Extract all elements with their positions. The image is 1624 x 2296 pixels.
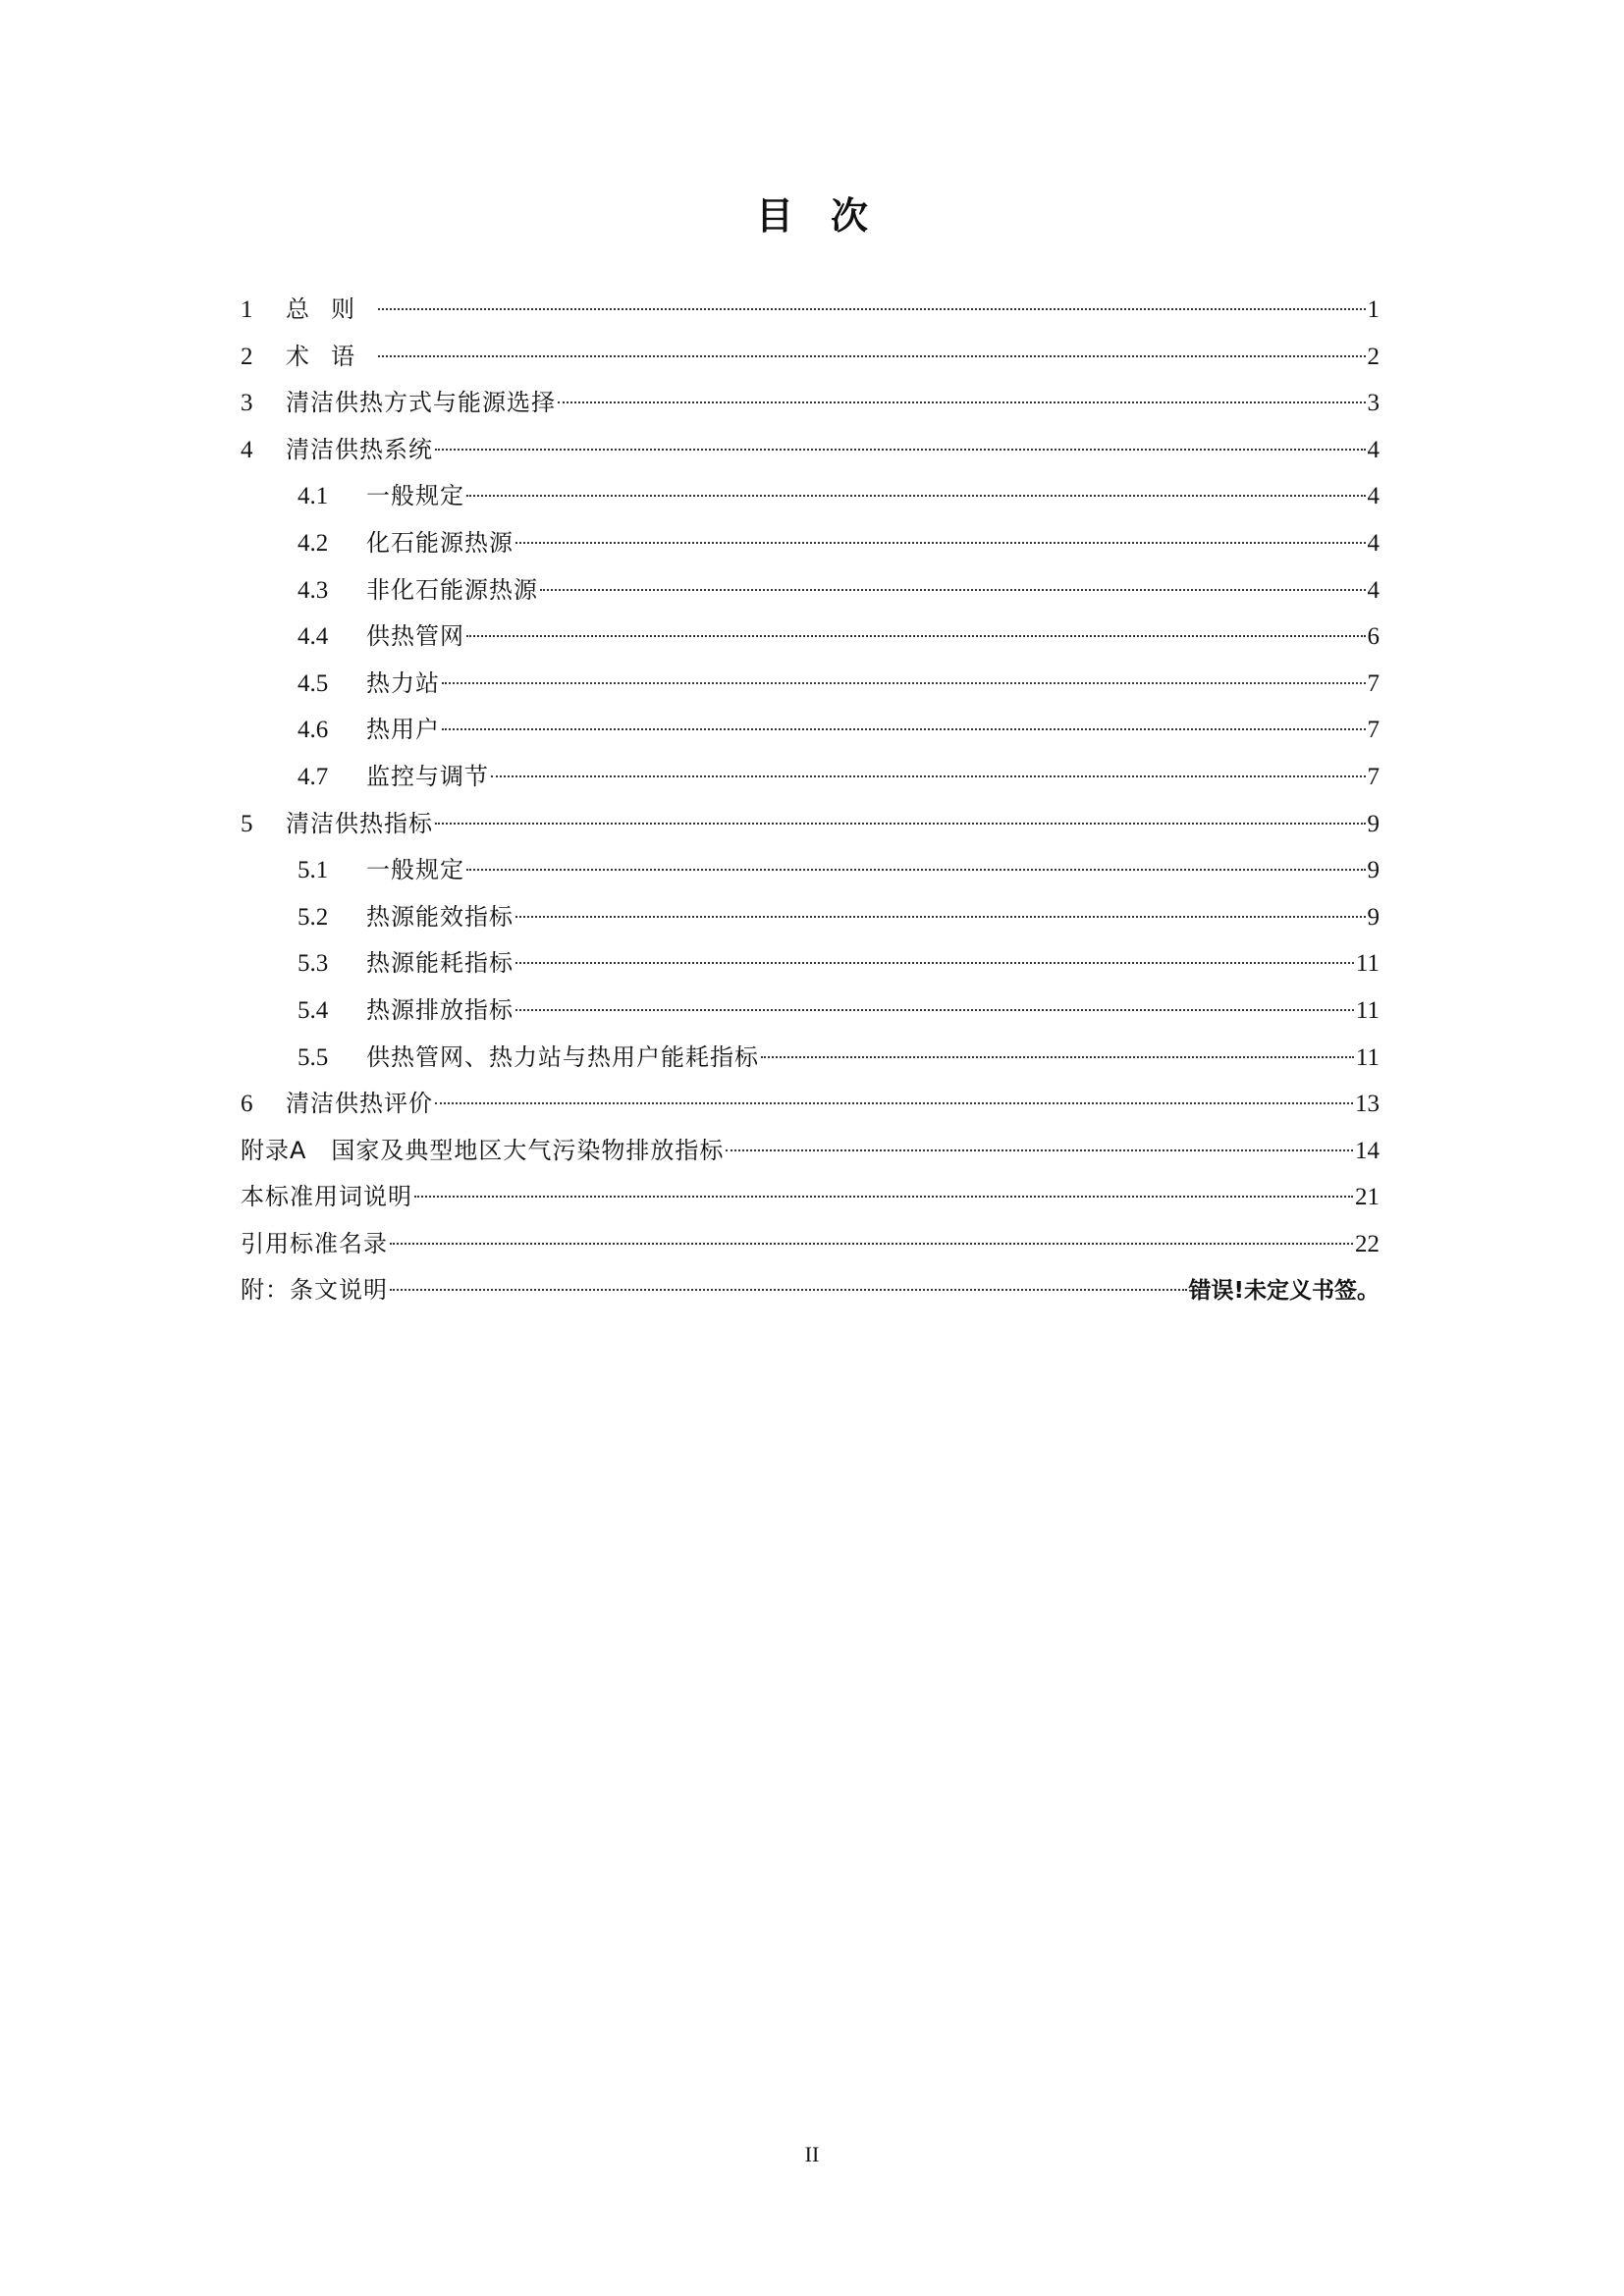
toc-entry-page: 7 bbox=[1367, 717, 1380, 744]
toc-entry-4-3[interactable] bbox=[241, 567, 1380, 614]
toc-entry-page: 13 bbox=[1355, 1091, 1380, 1118]
dot-leader bbox=[390, 1243, 1353, 1245]
toc-entry-4-4[interactable] bbox=[241, 614, 1380, 661]
toc-entry-number: 5.3 bbox=[298, 950, 329, 978]
dot-leader bbox=[466, 635, 1366, 637]
dot-leader bbox=[435, 449, 1366, 451]
toc-entry-number: 2 bbox=[241, 343, 253, 370]
toc-entry-number: 1 bbox=[241, 296, 253, 323]
toc-entry-4[interactable] bbox=[241, 427, 1380, 474]
toc-entry-5[interactable] bbox=[241, 801, 1380, 848]
toc-entry-5-4[interactable] bbox=[241, 988, 1380, 1035]
dot-leader bbox=[378, 355, 1366, 357]
toc-entry-page: 14 bbox=[1355, 1137, 1380, 1164]
toc-entry-label: 热源能效指标 bbox=[366, 902, 514, 931]
toc-entry-label: 热力站 bbox=[366, 668, 440, 697]
page-title: 目次 bbox=[755, 194, 905, 238]
toc-entry-number: 4.2 bbox=[298, 529, 329, 557]
toc-entry-number: 5.5 bbox=[298, 1043, 329, 1071]
toc-entry-number: 5.2 bbox=[298, 903, 329, 931]
toc-entry-6[interactable] bbox=[241, 1081, 1380, 1128]
toc-entry-1[interactable] bbox=[241, 287, 1380, 334]
toc-entry-label: 热用户 bbox=[366, 716, 440, 744]
dot-leader bbox=[491, 775, 1366, 777]
toc-entry-label: 一般规定 bbox=[366, 482, 464, 510]
dot-leader bbox=[761, 1056, 1354, 1058]
toc-entry-5-5[interactable] bbox=[241, 1035, 1380, 1082]
toc-entry-page: 11 bbox=[1355, 1043, 1380, 1071]
toc-entry-label: 总则 bbox=[286, 295, 376, 323]
dot-leader bbox=[466, 495, 1366, 497]
toc-entry-number: 4.6 bbox=[298, 717, 329, 744]
toc-entry-page: 2 bbox=[1367, 343, 1380, 370]
dot-leader bbox=[442, 682, 1366, 684]
toc-entry-number: 5.4 bbox=[298, 996, 329, 1024]
page-number: II bbox=[804, 2142, 820, 2166]
dot-leader bbox=[466, 869, 1366, 871]
toc-entry-label: 一般规定 bbox=[366, 856, 464, 884]
toc-entry-label: 附录A 国家及典型地区大气污染物排放指标 bbox=[241, 1136, 725, 1164]
toc-entry-page: 4 bbox=[1367, 576, 1380, 604]
toc-entry-label: 清洁供热方式与能源选择 bbox=[286, 389, 556, 417]
toc-entry-4-6[interactable] bbox=[241, 707, 1380, 754]
toc-entry-2[interactable] bbox=[241, 334, 1380, 381]
toc-entry-page: 3 bbox=[1367, 390, 1380, 417]
dot-leader bbox=[726, 1149, 1353, 1151]
dot-leader bbox=[435, 823, 1366, 825]
toc-entry-number: 3 bbox=[241, 390, 253, 417]
toc-entry-4-1[interactable] bbox=[241, 473, 1380, 520]
dot-leader bbox=[442, 728, 1366, 730]
toc-entry-5-2[interactable] bbox=[241, 894, 1380, 941]
dot-leader bbox=[435, 1102, 1353, 1104]
toc-entry-number: 4 bbox=[241, 436, 253, 463]
toc-entry-referenced-standards[interactable] bbox=[241, 1221, 1380, 1268]
toc-entry-page: 9 bbox=[1367, 810, 1380, 837]
dot-leader bbox=[540, 589, 1366, 591]
toc-entry-label: 非化石能源热源 bbox=[366, 575, 538, 604]
toc-entry-5-1[interactable] bbox=[241, 847, 1380, 894]
toc-entry-page: 11 bbox=[1355, 950, 1380, 978]
toc-entry-label: 热源排放指标 bbox=[366, 995, 514, 1024]
toc-entry-wording-explanation[interactable] bbox=[241, 1174, 1380, 1221]
toc-entry-label: 术语 bbox=[286, 342, 376, 370]
toc-entry-number: 6 bbox=[241, 1091, 253, 1118]
dot-leader bbox=[378, 308, 1366, 310]
toc-entry-page: 7 bbox=[1367, 669, 1380, 697]
toc-entry-number: 4.3 bbox=[298, 576, 329, 604]
toc-entry-label: 供热管网、热力站与热用户能耗指标 bbox=[366, 1042, 759, 1071]
toc-entry-label: 附：条文说明 bbox=[241, 1276, 388, 1305]
toc-entry-4-7[interactable] bbox=[241, 754, 1380, 801]
toc-entry-number: 4.4 bbox=[298, 623, 329, 651]
bookmark-error-text: 错误!未定义书签。 bbox=[1188, 1278, 1380, 1305]
toc-entry-page: 22 bbox=[1355, 1230, 1380, 1257]
toc-entry-page: 21 bbox=[1355, 1184, 1380, 1211]
toc-entry-page: 6 bbox=[1367, 623, 1380, 651]
toc-entry-label: 清洁供热评价 bbox=[286, 1090, 433, 1118]
toc-entry-label: 本标准用词说明 bbox=[241, 1183, 412, 1211]
toc-entry-clause-explanation[interactable] bbox=[241, 1267, 1380, 1314]
toc-entry-4-5[interactable] bbox=[241, 661, 1380, 708]
toc-entry-label: 清洁供热指标 bbox=[286, 809, 433, 837]
toc-entry-5-3[interactable] bbox=[241, 940, 1380, 988]
dot-leader bbox=[515, 542, 1366, 544]
toc-entry-label: 供热管网 bbox=[366, 622, 464, 651]
table-of-contents bbox=[241, 287, 1380, 1314]
toc-entry-number: 4.7 bbox=[298, 763, 329, 790]
toc-entry-4-2[interactable] bbox=[241, 520, 1380, 567]
toc-entry-3[interactable] bbox=[241, 380, 1380, 427]
toc-entry-page: 4 bbox=[1367, 529, 1380, 557]
toc-entry-label: 热源能耗指标 bbox=[366, 949, 514, 978]
dot-leader bbox=[390, 1289, 1187, 1291]
toc-entry-appendix-a[interactable] bbox=[241, 1128, 1380, 1175]
dot-leader bbox=[558, 401, 1366, 403]
dot-leader bbox=[414, 1196, 1353, 1198]
toc-entry-page: 1 bbox=[1367, 296, 1380, 323]
toc-entry-number: 5.1 bbox=[298, 857, 329, 884]
dot-leader bbox=[515, 916, 1366, 918]
toc-entry-page: 9 bbox=[1367, 857, 1380, 884]
toc-entry-label: 清洁供热系统 bbox=[286, 435, 433, 463]
toc-entry-page: 11 bbox=[1355, 996, 1380, 1024]
toc-entry-label: 引用标准名录 bbox=[241, 1229, 388, 1257]
dot-leader bbox=[515, 1009, 1354, 1011]
toc-entry-number: 5 bbox=[241, 810, 253, 837]
toc-entry-page: 9 bbox=[1367, 903, 1380, 931]
toc-entry-page: 4 bbox=[1367, 483, 1380, 510]
toc-entry-label: 监控与调节 bbox=[366, 762, 489, 790]
toc-entry-page: 7 bbox=[1367, 763, 1380, 790]
toc-entry-label: 化石能源热源 bbox=[366, 528, 514, 557]
toc-entry-page: 4 bbox=[1367, 436, 1380, 463]
toc-entry-number: 4.5 bbox=[298, 669, 329, 697]
dot-leader bbox=[515, 962, 1354, 964]
toc-entry-number: 4.1 bbox=[298, 483, 329, 510]
